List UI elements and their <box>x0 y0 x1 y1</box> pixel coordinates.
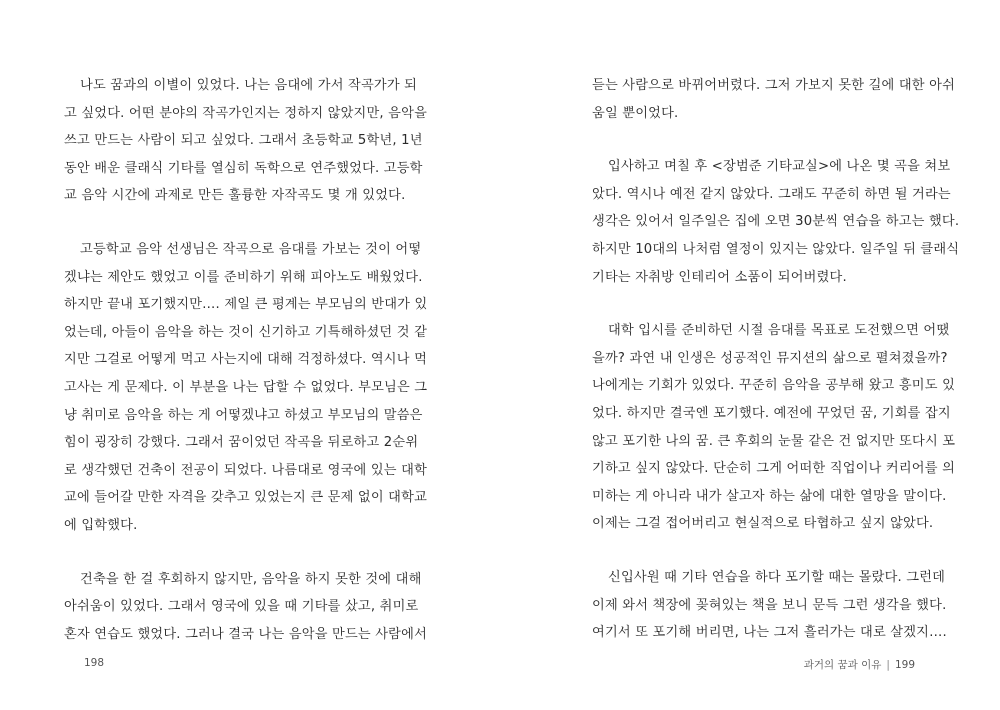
text-line: 건축을 한 걸 후회하지 않지만, 음악을 하지 못한 것에 대해 <box>80 571 422 587</box>
text-line: 신입사원 때 기타 연습을 하다 포기할 때는 몰랐다. 그런데 <box>608 569 946 585</box>
text-line: 혼자 연습도 했었다. 그러나 결국 나는 음악을 만드는 사람에서 <box>64 626 428 642</box>
text-line: 고 싶었다. 어떤 분야의 작곡가인지는 정하지 않았지만, 음악을 <box>64 105 428 121</box>
footer-separator: | <box>886 659 890 671</box>
text-line: 동안 배운 클래식 기타를 열심히 독학으로 연주했었다. 고등학 <box>64 160 423 176</box>
text-line: 나도 꿈과의 이별이 있었다. 나는 음대에 가서 작곡가가 되 <box>80 78 418 93</box>
text-line: 듣는 사람으로 바뀌어버렸다. 그저 가보지 못한 길에 대한 아쉬 <box>592 78 956 93</box>
text-line: 나에게는 기회가 있었다. 꾸준히 음악을 공부해 왔고 흥미도 있 <box>592 378 956 394</box>
left-page-number: 198 <box>84 657 105 669</box>
paragraph <box>592 317 956 538</box>
text-line: 이제 와서 책장에 꽂혀있는 책을 보니 문득 그런 생각을 했다. <box>592 597 947 613</box>
text-line: 움일 뿐이었다. <box>592 105 679 121</box>
left-text-block <box>64 72 428 674</box>
text-line: 생각은 있어서 일주일은 집에 오면 30분씩 연습을 하고는 했다. <box>592 214 960 230</box>
text-line: 고사는 게 문제다. 이 부분을 나는 답할 수 없었다. 부모님은 그 <box>64 379 428 395</box>
text-line: 힘이 굉장히 강했다. 그래서 꿈이었던 작곡을 뒤로하고 2순위 <box>64 435 419 451</box>
right-page <box>500 0 1000 710</box>
paragraph <box>592 153 960 291</box>
right-text-block <box>592 72 960 673</box>
text-line: 에 입학했다. <box>64 517 138 533</box>
text-line: 을까? 과연 내 인생은 성공적인 뮤지션의 삶으로 펼쳐졌을까? <box>592 350 948 366</box>
running-title: 과거의 꿈과 이유 <box>803 659 882 671</box>
text-line: 하지만 끝내 포기했지만…. 제일 큰 평계는 부모님의 반대가 있 <box>64 297 428 313</box>
text-line: 하지만 10대의 나처럼 열정이 있지는 않았다. 일주일 뒤 클래식 <box>592 241 960 257</box>
right-page-footer <box>804 657 915 672</box>
text-line: 여기서 또 포기해 버리면, 나는 그저 흘러가는 대로 살겠지…. <box>592 625 947 641</box>
text-line: 미하는 게 아니라 내가 살고자 하는 삶에 대한 열망을 말이다. <box>592 488 947 504</box>
text-line: 아쉬움이 있었다. 그래서 영국에 있을 때 기타를 샀고, 취미로 <box>64 599 419 615</box>
text-line: 로 생각했던 건축이 전공이 되었다. 나름대로 영국에 있는 대학 <box>64 462 428 478</box>
text-line: 입사하고 며칠 후 <장범준 기타교실>에 나온 몇 곡을 쳐보 <box>608 159 951 175</box>
text-line: 지만 그걸로 어떻게 먹고 사는지에 대해 걱정하셨다. 역시나 먹 <box>64 352 428 368</box>
text-line: 겠냐는 제안도 했었고 이를 준비하기 위해 피아노도 배웠었다. <box>64 269 423 285</box>
right-page-number: 199 <box>894 659 915 671</box>
text-line: 았다. 역시나 예전 같지 않았다. 그래도 꾸준히 하면 될 거라는 <box>592 186 951 202</box>
paragraph <box>592 72 956 127</box>
text-line: 이제는 그걸 접어버리고 현실적으로 타협하고 싶지 않았다. <box>592 516 934 532</box>
paragraph <box>592 564 947 647</box>
paragraph <box>64 236 428 540</box>
text-line: 기하고 싶지 않았다. 단순히 그게 어떠한 직업이나 커리어를 의 <box>592 461 956 477</box>
paragraph <box>64 566 428 649</box>
text-line: 대학 입시를 준비하던 시절 음대를 목표로 도전했으면 어땠 <box>608 323 950 339</box>
text-line: 않고 포기한 나의 꿈. 큰 후회의 눈물 같은 건 없지만 또다시 포 <box>592 433 956 449</box>
text-line: 냥 취미로 음악을 하는 게 어떻겠냐고 하셨고 부모님의 말씀은 <box>64 407 423 423</box>
text-line: 기타는 자취방 인테리어 소품이 되어버렸다. <box>592 269 847 285</box>
paragraph <box>64 72 428 210</box>
text-line: 교 음악 시간에 과제로 만든 훌륭한 자작곡도 몇 개 있었다. <box>64 188 406 204</box>
text-line: 고등학교 음악 선생님은 작곡으로 음대를 가보는 것이 어떻 <box>80 241 422 257</box>
text-line: 쓰고 만드는 사람이 되고 싶었다. 그래서 초등학교 5학년, 1년 <box>64 133 423 149</box>
text-line: 었는데, 아들이 음악을 하는 것이 신기하고 기특해하셨던 것 같 <box>64 324 428 340</box>
text-line: 교에 들어갈 만한 자격을 갖추고 있었는지 큰 문제 없이 대학교 <box>64 490 428 506</box>
text-line: 었다. 하지만 결국엔 포기했다. 예전에 꾸었던 꿈, 기회를 잡지 <box>592 405 951 421</box>
